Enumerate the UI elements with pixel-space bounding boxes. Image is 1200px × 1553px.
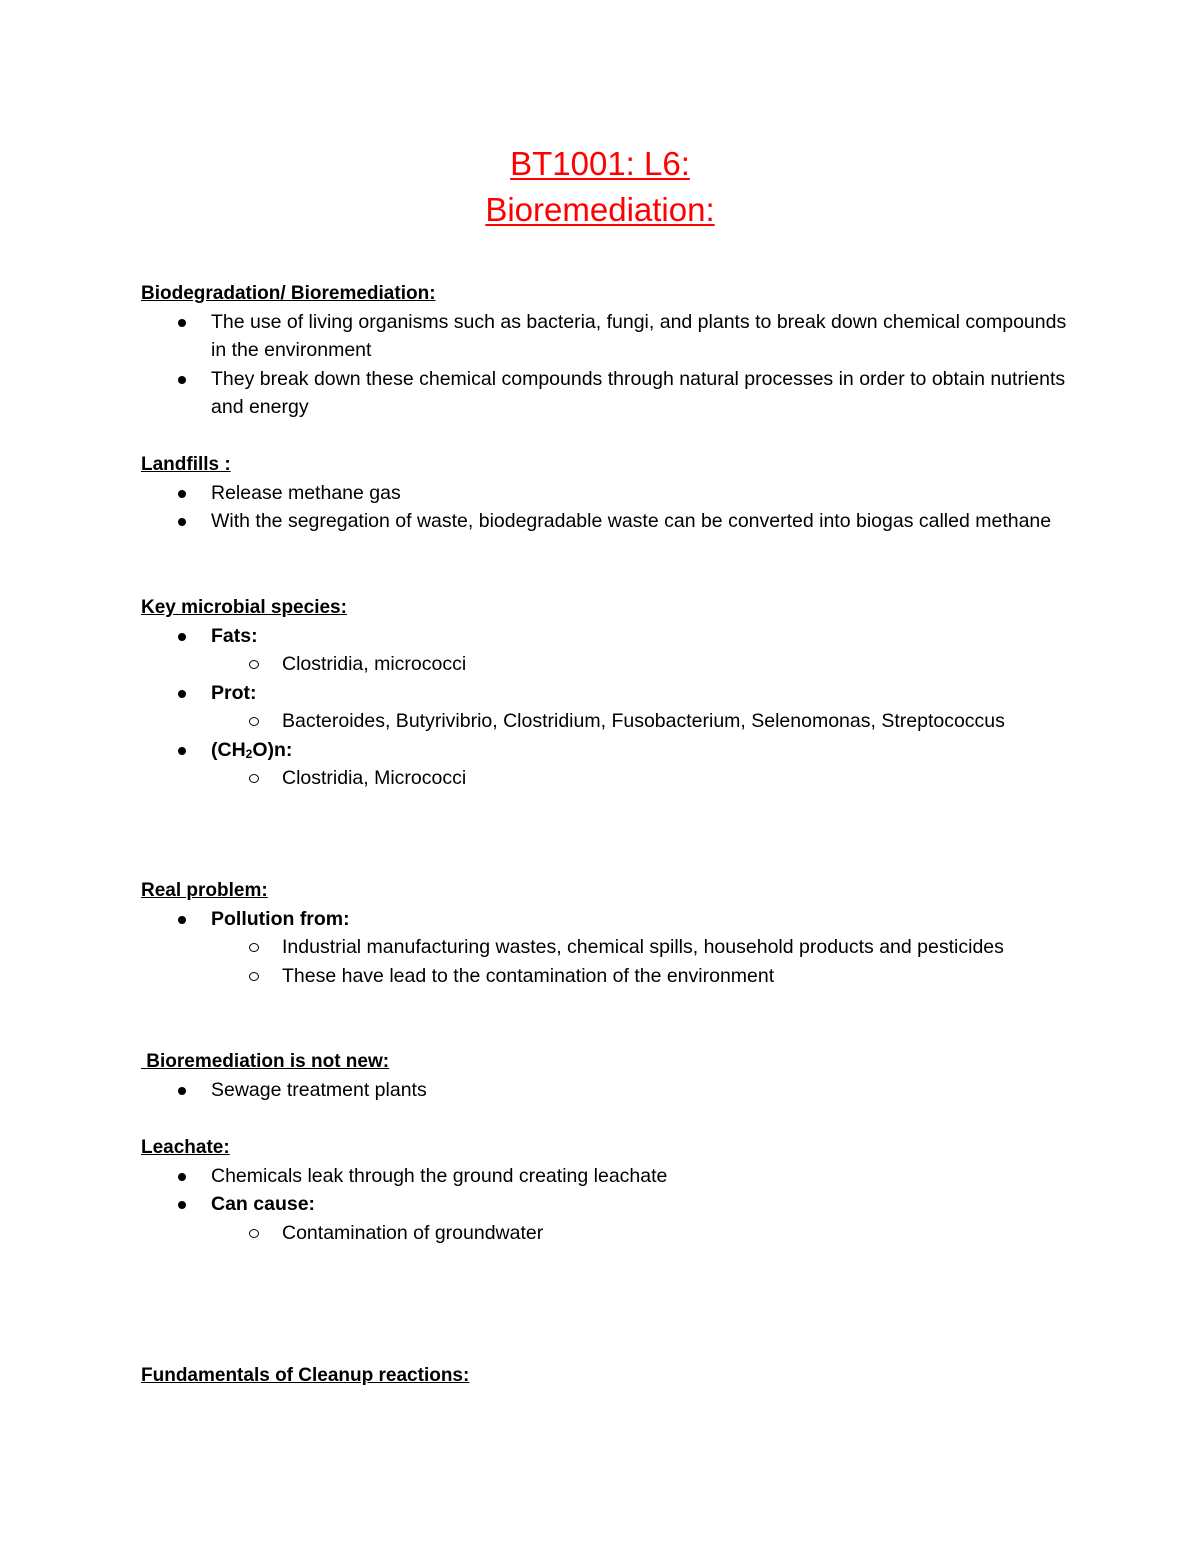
section-real-problem: [141, 877, 1071, 990]
hollow-bullet-icon: [249, 717, 259, 726]
page-title-line1: BT1001: L6:: [510, 145, 690, 182]
bullet-list: [141, 1076, 1071, 1104]
section-heading: Key microbial species:: [141, 597, 347, 618]
list-item-text: They break down these chemical compounds through natural processes in order to obtain nutrients and energy: [211, 367, 1066, 419]
list-item-text: Release methane gas: [211, 482, 401, 504]
hollow-bullet-icon: [249, 660, 259, 669]
sub-list-item: [141, 1219, 1071, 1247]
bullet-icon: [178, 690, 186, 698]
formula-prefix: (CH: [211, 738, 246, 761]
list-item-text: The use of living organisms such as bacteria, fungi, and plants to break down chemical compounds in the environment: [211, 311, 1067, 362]
sub-item-text: Clostridia, Micrococci: [282, 767, 467, 790]
section-microbial-species: [141, 594, 1071, 792]
bullet-icon: [178, 1087, 186, 1095]
group-label: [211, 739, 292, 761]
sub-list-item: [141, 962, 1071, 990]
list-item: [141, 905, 1071, 990]
bullet-list: [141, 1162, 1071, 1247]
list-item-text: With the segregation of waste, biodegradable waste can be converted into biogas called methane: [211, 510, 1052, 533]
sub-list-item: [141, 707, 1071, 735]
hollow-bullet-icon: [249, 943, 259, 952]
bullet-icon: [178, 747, 186, 755]
group-label: Pollution from:: [211, 908, 350, 930]
list-item: [141, 622, 1071, 679]
sub-item-text: Clostridia, micrococci: [282, 653, 467, 676]
page-title-line2: Bioremediation:: [485, 191, 715, 228]
formula-subscript: 2: [245, 746, 253, 761]
section-heading: Bioremediation is not new:: [141, 1051, 390, 1072]
section-fundamentals: [141, 1362, 1071, 1390]
hollow-bullet-icon: [249, 1229, 259, 1238]
sub-list: [211, 1219, 1071, 1247]
bullet-icon: [178, 376, 186, 384]
bullet-icon: [178, 518, 186, 526]
bullet-icon: [178, 633, 186, 641]
list-item: [141, 1162, 1071, 1190]
sub-list: [211, 933, 1071, 990]
group-label: Can cause:: [211, 1193, 316, 1216]
list-item: [141, 736, 1071, 793]
sub-item-text: Bacteroides, Butyrivibrio, Clostridium, Fusobacterium, Selenomonas, Streptococcus: [282, 710, 1005, 733]
list-item: [141, 1190, 1071, 1247]
section-landfills: [141, 451, 1071, 536]
list-item-text: Sewage treatment plants: [211, 1079, 427, 1101]
list-item: [141, 679, 1071, 736]
section-heading: Real problem:: [141, 880, 268, 901]
list-item: [141, 365, 1071, 422]
section-heading: Leachate:: [141, 1137, 230, 1158]
sub-list: [211, 707, 1071, 735]
sub-list-item: [141, 933, 1071, 961]
bullet-list: [141, 308, 1071, 422]
sub-list-item: [141, 650, 1071, 678]
bullet-list: [141, 622, 1071, 792]
list-item: [141, 507, 1071, 535]
section-leachate: [141, 1134, 1071, 1247]
section-heading: Biodegradation/ Bioremediation:: [141, 283, 436, 304]
sub-item-text: Contamination of groundwater: [282, 1221, 544, 1244]
hollow-bullet-icon: [249, 774, 259, 783]
bullet-list: [141, 479, 1071, 536]
bullet-icon: [178, 1173, 186, 1181]
formula-suffix: O)n:: [252, 738, 293, 761]
bullet-icon: [178, 490, 186, 498]
bullet-list: [141, 905, 1071, 990]
sub-list-item: [141, 764, 1071, 792]
list-item-text: Chemicals leak through the ground creating leachate: [211, 1165, 668, 1187]
sub-item-text: These have lead to the contamination of the environment: [282, 964, 775, 987]
section-heading: Fundamentals of Cleanup reactions:: [141, 1365, 470, 1386]
bullet-icon: [178, 916, 186, 924]
list-item: [141, 479, 1071, 507]
sub-item-text: Industrial manufacturing wastes, chemical spills, household products and pesticides: [282, 936, 1004, 959]
section-biodegradation: [141, 280, 1071, 422]
group-label: Fats:: [211, 625, 258, 647]
list-item: [141, 308, 1071, 365]
hollow-bullet-icon: [249, 972, 259, 981]
bullet-icon: [178, 319, 186, 327]
section-heading: Landfills :: [141, 454, 231, 475]
bullet-icon: [178, 1201, 186, 1209]
list-item: [141, 1076, 1071, 1104]
sub-list: [211, 764, 1071, 792]
section-not-new: [141, 1048, 1071, 1104]
group-label: Prot:: [211, 681, 257, 704]
sub-list: [211, 650, 1071, 678]
